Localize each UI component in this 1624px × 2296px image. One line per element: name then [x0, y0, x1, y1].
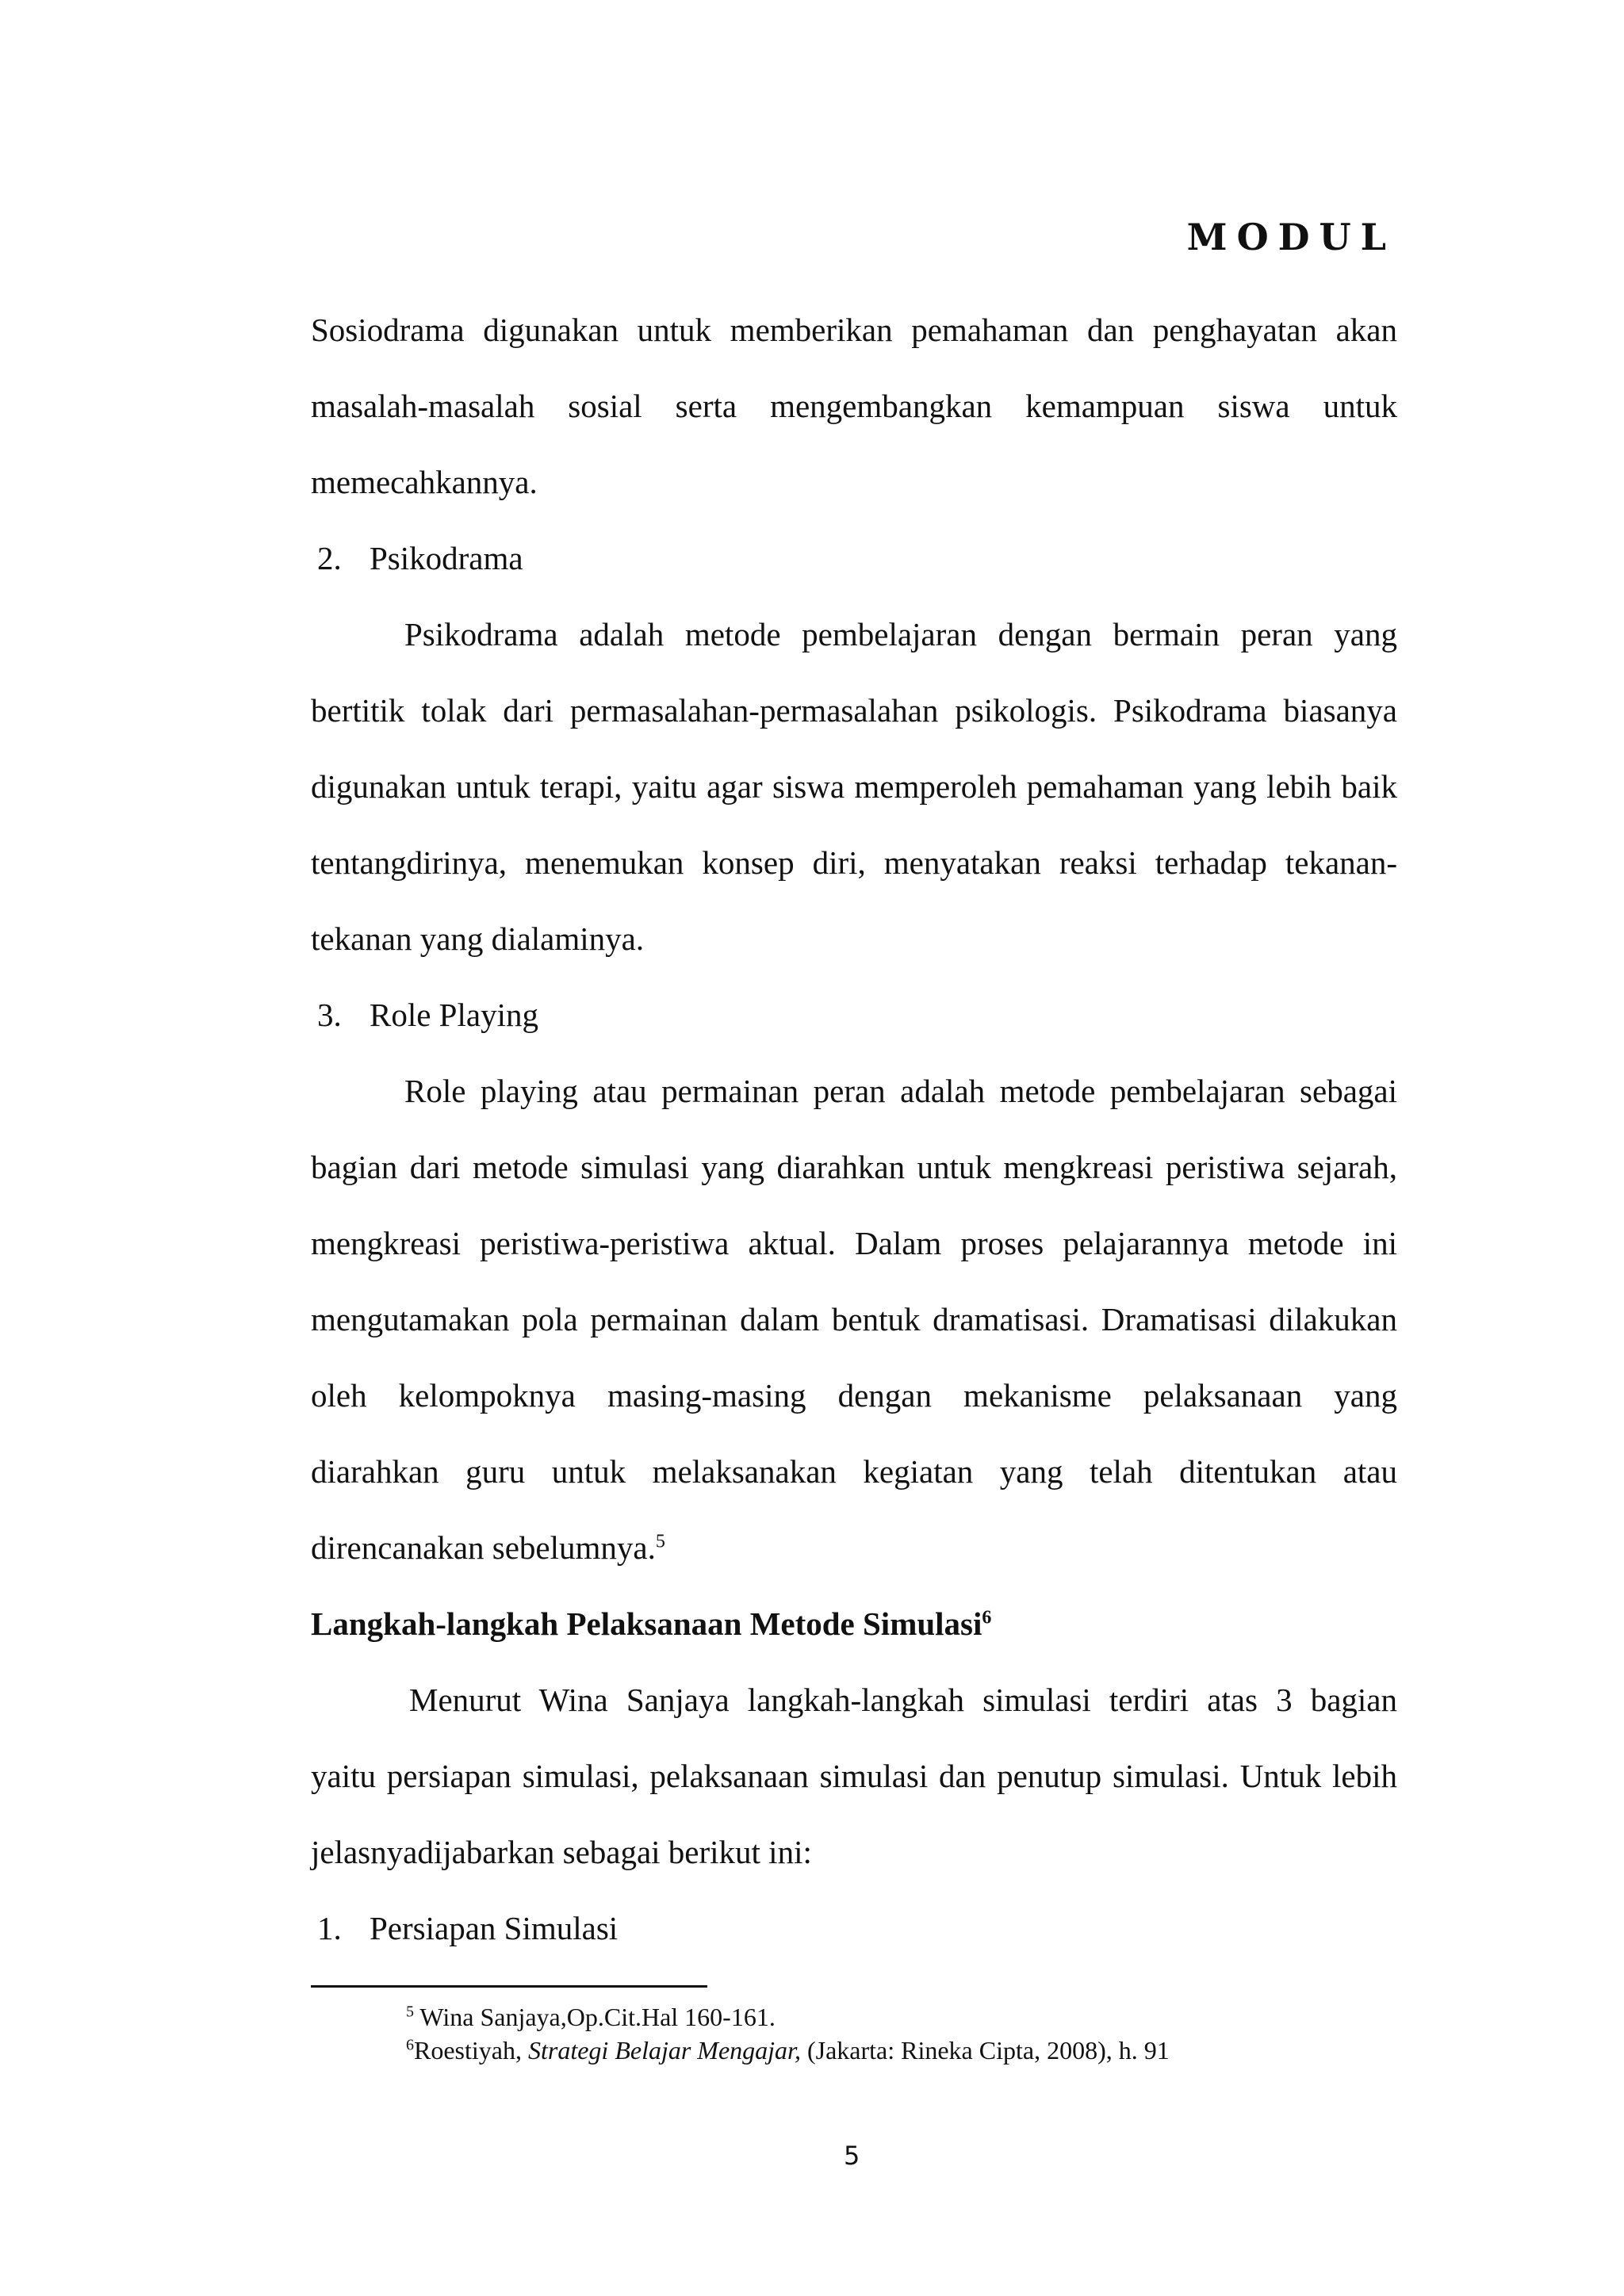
- para3-line-1: Role playing atau permainan peran adalah metode pembelajaran sebagai: [404, 1073, 1397, 1109]
- footnote-publication: (Jakarta: Rineka Cipta, 2008), h. 91: [800, 2036, 1170, 2064]
- para3-line-2: bagian dari metode simulasi yang diarahkan untuk mengkreasi peristiwa sejarah,: [311, 1149, 1397, 1185]
- footnote-5: [406, 2001, 776, 2033]
- list-item-psikodrama: [317, 536, 523, 580]
- list-label: Role Playing: [370, 997, 538, 1033]
- para2-line-4: tentangdirinya, menemukan konsep diri, menyatakan reaksi terhadap tekanan-: [311, 844, 1397, 881]
- list-label: Psikodrama: [370, 540, 523, 576]
- list-item-role-playing: [317, 993, 538, 1037]
- para3-line-3: mengkreasi peristiwa-peristiwa aktual. Dalam proses pelajarannya metode ini: [311, 1225, 1397, 1261]
- para3-line-7: [311, 1525, 1397, 1570]
- para4-line-2: yaitu persiapan simulasi, pelaksanaan simulasi dan penutup simulasi. Untuk lebih: [311, 1758, 1397, 1794]
- para3-line-4: mengutamakan pola permainan dalam bentuk dramatisasi. Dramatisasi dilakukan: [311, 1301, 1397, 1337]
- footnote-ref-6[interactable]: 6: [982, 1607, 992, 1628]
- section-heading-text: Langkah-langkah Pelaksanaan Metode Simulasi: [311, 1605, 982, 1642]
- footnote-book-title: Strategi Belajar Mengajar,: [527, 2036, 801, 2064]
- para4-line-1: Menurut Wina Sanjaya langkah-langkah simulasi terdiri atas 3 bagian: [409, 1682, 1397, 1718]
- list-label: Persiapan Simulasi: [370, 1910, 619, 1946]
- footnote-text: Wina Sanjaya,Op.Cit.Hal 160-161.: [414, 2003, 776, 2031]
- page-number: 5: [844, 2141, 860, 2171]
- para1-line-2: masalah-masalah sosial serta mengembangkan kemampuan siswa untuk: [311, 388, 1397, 424]
- footnote-6: [406, 2034, 1170, 2066]
- page-header: MODUL: [1186, 216, 1396, 258]
- para3-line-5: oleh kelompoknya masing-masing dengan mekanisme pelaksanaan yang: [311, 1377, 1397, 1414]
- footnote-mark: 6: [406, 2036, 414, 2054]
- list-number: 3.: [317, 997, 342, 1033]
- para2-line-3: digunakan untuk terapi, yaitu agar siswa memperoleh pemahaman yang lebih baik: [311, 768, 1397, 805]
- footnote-mark: 5: [406, 2003, 414, 2021]
- list-number: 2.: [317, 540, 342, 576]
- para2-line-2: bertitik tolak dari permasalahan-permasalahan psikologis. Psikodrama biasanya: [311, 692, 1397, 729]
- para3-line-7-text: direncanakan sebelumnya.: [311, 1529, 656, 1566]
- para1-line-1: Sosiodrama digunakan untuk memberikan pemahaman dan penghayatan akan: [311, 312, 1397, 348]
- para1-line-3: memecahkannya.: [311, 464, 538, 500]
- footnote-separator: [311, 1985, 707, 1988]
- para2-line-1: Psikodrama adalah metode pembelajaran dengan bermain peran yang: [404, 616, 1397, 652]
- list-item-persiapan-simulasi: [317, 1906, 618, 1950]
- section-heading: [311, 1601, 991, 1646]
- footnote-ref-5[interactable]: 5: [655, 1531, 665, 1552]
- para4-line-3: jelasnyadijabarkan sebagai berikut ini:: [311, 1834, 812, 1870]
- list-number: 1.: [317, 1910, 342, 1946]
- footnote-author: Roestiyah,: [414, 2036, 528, 2064]
- para2-line-5: tekanan yang dialaminya.: [311, 920, 645, 957]
- para3-line-6: diarahkan guru untuk melaksanakan kegiatan yang telah ditentukan atau: [311, 1453, 1397, 1490]
